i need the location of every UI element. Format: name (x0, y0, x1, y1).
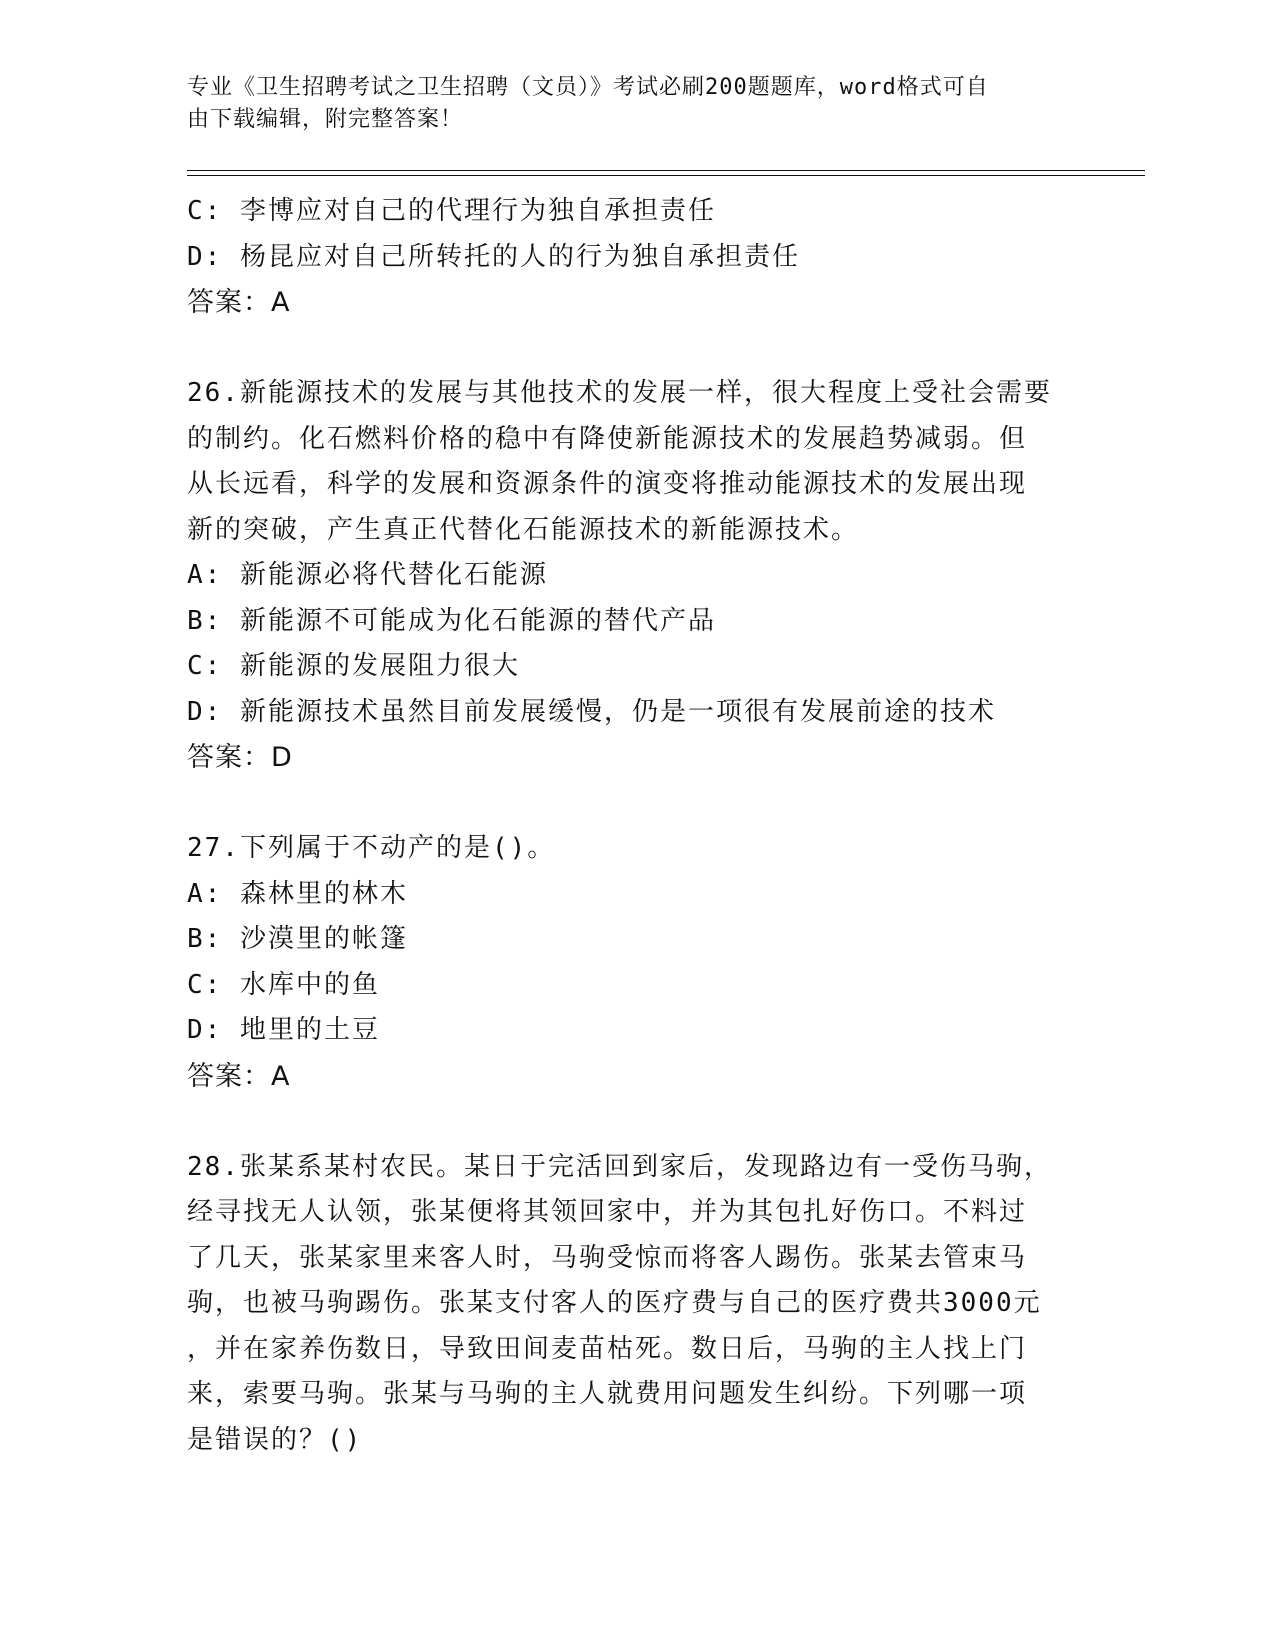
option-d: D: 地里的土豆 (187, 1015, 380, 1045)
question-text-line: 经寻找无人认领，张某便将其领回家中，并为其包扎好伤口。不料过 (187, 1197, 1028, 1227)
question-text-line: 26.新能源技术的发展与其他技术的发展一样，很大程度上受社会需要 (187, 378, 1052, 408)
option-d: D: 杨昆应对自己所转托的人的行为独自承担责任 (187, 241, 800, 272)
header-rule-bottom (187, 175, 1145, 176)
question-text-line: 的制约。化石燃料价格的稳中有降使新能源技术的发展趋势减弱。但 (187, 423, 1028, 454)
header-line-1: 专业《卫生招聘考试之卫生招聘（文员）》考试必刷200题题库，word格式可自 (187, 75, 989, 100)
question-text-line: 从长远看，科学的发展和资源条件的演变将推动能源技术的发展出现 (187, 469, 1028, 499)
option-a: A: 新能源必将代替化石能源 (187, 560, 548, 590)
question-25-tail (187, 189, 1087, 326)
option-c: C: 新能源的发展阻力很大 (187, 651, 520, 681)
question-26 (187, 371, 1087, 781)
answer: 答案：A (187, 1060, 291, 1092)
question-27 (187, 826, 1087, 1099)
option-c: C: 水库中的鱼 (187, 969, 380, 1000)
question-text-line: 是错误的？() (187, 1424, 363, 1455)
question-text-line: ，并在家养伤数日，导致田间麦苗枯死。数日后，马驹的主人找上门 (187, 1333, 1028, 1364)
question-text-line: 28.张某系某村农民。某日于完活回到家后，发现路边有一受伤马驹， (187, 1151, 1052, 1182)
header-line-2: 由下载编辑，附完整答案！ (187, 107, 464, 132)
question-text-line: 27.下列属于不动产的是()。 (187, 833, 556, 863)
option-b: B: 新能源不可能成为化石能源的替代产品 (187, 605, 716, 636)
option-c: C: 李博应对自己的代理行为独自承担责任 (187, 196, 716, 226)
spacer (187, 781, 1087, 827)
question-text-line: 了几天，张某家里来客人时，马驹受惊而将客人踢伤。张某去管束马 (187, 1242, 1028, 1273)
option-b: B: 沙漠里的帐篷 (187, 924, 408, 954)
question-text-line: 来，索要马驹。张某与马驹的主人就费用问题发生纠纷。下列哪一项 (187, 1379, 1028, 1409)
spacer (187, 326, 1087, 372)
question-text-line: 驹，也被马驹踢伤。张某支付客人的医疗费与自己的医疗费共3000元 (187, 1288, 1042, 1318)
question-28 (187, 1145, 1087, 1464)
spacer (187, 1099, 1087, 1145)
question-content (187, 189, 1087, 1463)
answer: 答案：D (187, 742, 293, 773)
header-rule-top (187, 170, 1145, 171)
page-header (187, 72, 1087, 136)
option-d: D: 新能源技术虽然目前发展缓慢，仍是一项很有发展前途的技术 (187, 696, 996, 727)
answer: 答案：A (187, 287, 291, 318)
question-text-line: 新的突破，产生真正代替化石能源技术的新能源技术。 (187, 514, 860, 545)
option-a: A: 森林里的林木 (187, 878, 408, 909)
